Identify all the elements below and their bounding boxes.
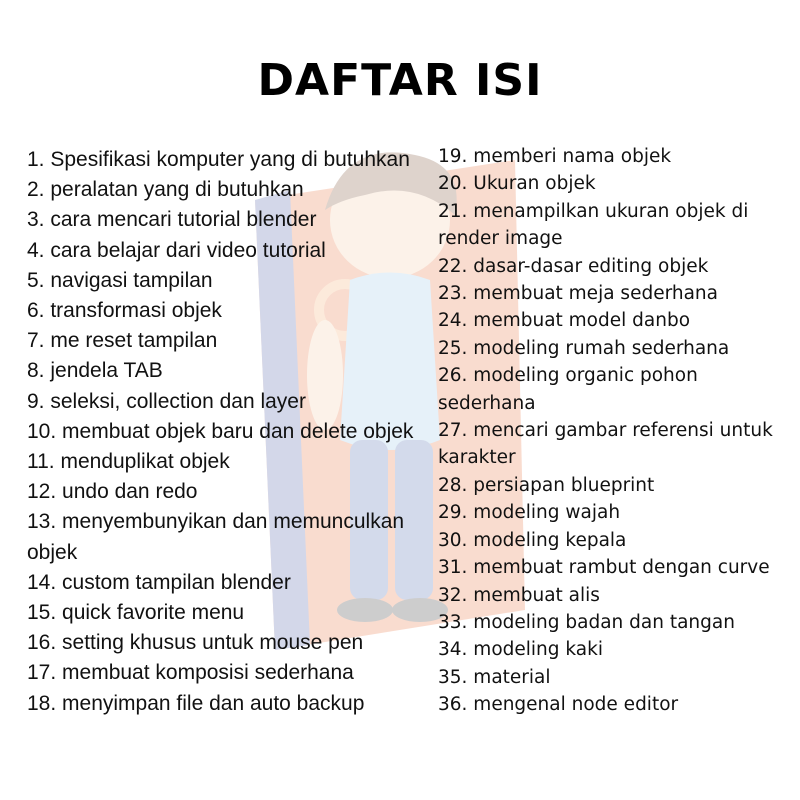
toc-item: 26. modeling organic pohon sederhana	[438, 365, 698, 414]
toc-item: 36. mengenal node editor	[438, 694, 679, 716]
toc-item: 10. membuat objek baru dan delete objek	[27, 419, 414, 443]
toc-column-right	[438, 143, 788, 719]
toc-item: 24. membuat model danbo	[438, 310, 691, 332]
toc-item: 1. Spesifikasi komputer yang di butuhkan	[27, 148, 410, 171]
toc-item: 2. peralatan yang di butuhkan	[27, 178, 304, 202]
toc-item: 28. persiapan blueprint	[438, 474, 655, 496]
toc-item: 31. membuat rambut dengan curve	[438, 557, 770, 579]
toc-item: 9. seleksi, collection dan layer	[27, 389, 306, 413]
toc-item: 11. menduplikat objek	[27, 450, 230, 474]
toc-column-left	[27, 145, 427, 719]
toc-item: 32. membuat alis	[438, 584, 600, 606]
toc-item: 7. me reset tampilan	[27, 329, 218, 353]
page-title: DAFTAR ISI	[257, 55, 543, 106]
toc-item: 33. modeling badan dan tangan	[438, 611, 735, 633]
toc-item: 23. membuat meja sederhana	[438, 283, 718, 305]
toc-item: 18. menyimpan file dan auto backup	[27, 691, 365, 715]
toc-item: 4. cara belajar dari video tutorial	[27, 238, 326, 262]
toc-item: 27. mencari gambar referensi untuk karakter	[438, 420, 773, 469]
toc-item: 6. transformasi objek	[27, 299, 222, 323]
toc-item: 19. memberi nama objek	[438, 146, 672, 167]
toc-item: 20. Ukuran objek	[438, 173, 596, 195]
toc-item: 12. undo dan redo	[27, 480, 198, 504]
toc-item: 21. menampilkan ukuran objek di render image	[438, 200, 749, 250]
toc-item: 25. modeling rumah sederhana	[438, 337, 730, 359]
toc-item: 8. jendela TAB	[27, 359, 163, 383]
toc-item: 29. modeling wajah	[438, 502, 621, 524]
toc-item: 17. membuat komposisi sederhana	[27, 661, 354, 685]
toc-item: 14. custom tampilan blender	[27, 570, 291, 594]
toc-item: 30. modeling kepala	[438, 529, 627, 551]
toc-item: 13. menyembunyikan dan memunculkan objek	[27, 510, 405, 564]
toc-item: 3. cara mencari tutorial blender	[27, 208, 317, 232]
toc-item: 15. quick favorite menu	[27, 601, 245, 625]
toc-item: 34. modeling kaki	[438, 639, 603, 661]
toc-item: 22. dasar-dasar editing objek	[438, 255, 709, 277]
toc-item: 35. material	[438, 666, 551, 688]
toc-item: 5. navigasi tampilan	[27, 268, 213, 292]
toc-item: 16. setting khusus untuk mouse pen	[27, 631, 364, 655]
